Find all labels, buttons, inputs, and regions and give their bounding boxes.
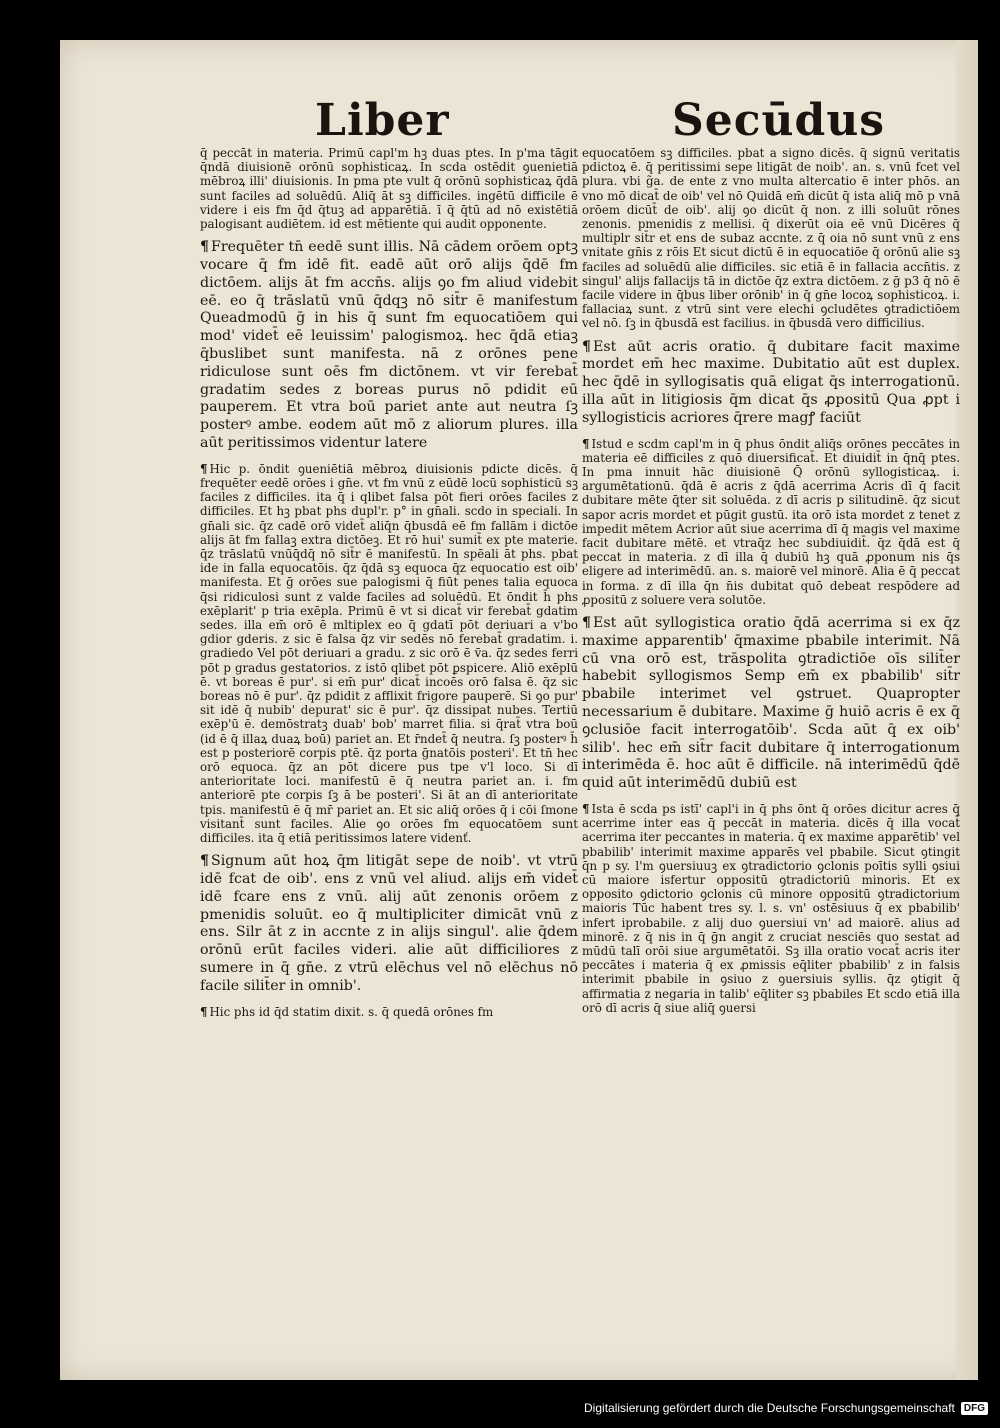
left-text-column (200, 146, 578, 1027)
pilcrow-icon: ¶ (582, 338, 592, 355)
paragraph-text: Est aūt acris oratio. q̄ dubitare facit maxime mordet em̄ hec maxime. Dubitatio aūt est duplex. hec q̄dē in syllogisatis quā eligat q̄s interrogationū. illa aūt in litigiosis q̄m dicat q̄s ꝓpositū Qua ꝓpt i syllogisticis acriores q̄rere magꝭ faciūt (582, 338, 960, 426)
pilcrow-icon: ¶ (200, 239, 210, 256)
pilcrow-icon: ¶ (582, 436, 590, 451)
paragraph-text: Hic phs id q̄d statim dixit. s. q̄ quedā orōnes fm (209, 1004, 494, 1019)
book-page (60, 40, 978, 1380)
paragraph-text: Istud e scdm capl'm in q̄ phus ōndit aliq̄s orōnes peccātes in materia eē difficiles z quō diuersificat̄. Et diuidit̄ in q̄nq̄ ptes. In pma innuit hāc diuisionē Q̄ orōnū syllogisticaꝝ. i. argumētationū. q̄dā ē acris z q̄dā acerrima Acris dī q̄ facit dubitare mēte q̄ter sit soluēda. z dī acris p silitudinē. q̄z sicut sapor acris mordet et pūgit gustū. ita orō ista mordet z tenet z impedit mētem Acrior aūt siue acerrima dī q̄ magis vel maxime facit dubitare mētē. et vtraq̄z hec subdiuidit̄. q̄z q̄dā est q̄ peccat in materia. z dī illa q̄ dubiū hꝫ quā ꝓponum nis q̄s eligere ad interimēdū. an. s. maiorē vel minorē. Alia ē q̄ peccat in forma. z dī illa q̄n n̄is dubitat quō debeat respōdere ad ꝓpositū z soluere vera solutōe. (582, 436, 960, 607)
footer-credit: Digitalisierung gefördert durch die Deutsche Forschungsgemeinschaft (584, 1401, 955, 1415)
commentary-paragraph: q̄ peccāt in materia. Primū capl'm hꝫ duas ptes. In p'ma tāgit q̄ndā diuisionē orōnū sophisticaꝝ. In scda ostēdit ꝯuenietiā mēbroꝝ illi' diuisionis. In pma pte vult q̄ orōnū sophisticaꝝ q̄dā sunt faciles ad soluēdū. Aliq̄ āt sꝫ difficiles. ingētū difficile ē videre i eis fm q̄d q̄tuꝫ ad apparētiā. ī q̄ q̄tū ad nō existētiā palogisant audiētem. id est mētiente qui audit opponente. (200, 146, 578, 232)
pilcrow-icon: ¶ (200, 853, 210, 870)
commentary-paragraph: equocatōem sꝫ difficiles. pbat a signo dicēs. q̄ signū veritatis pdictoꝝ ē. q̄ peritissimi sepe litigāt de noib'. an. s. vnū fcet vel plura. vbi g̃a. de ente z vno multa altercatio ē inter phōs. an vno mō dicat̄ de oib' vel nō Quidā em̄ dicūt q̄ ista aliq̄ mō p vnā orōem dicūt̄ de oib'. alij ꝯo dicūt q̄ non. z illi soluūt rōnes zenonis. pmenidis z mellisi. q̄ dixerūt oia eē vnū Dicēres q̄ multiplr sit̄r et ens de subaz accnte. z q̄ oia nō sunt vnū z ens vnitate gn̄is z rōis Et sicut dictū ē in equocatiōe q̄ orōnū alie sꝫ faciles ad soluēdū alie difficiles. sic etiā ē in fallacia accn̄tis. z singul' alijs fallacijs tā in dictōe q̄z extra dictōem. z ḡ p3 q̄ nō ē facile videre in q̄bus liber orōnib' in q̄ gn̄e locoꝝ sophisticoꝝ. i. fallaciaꝝ sunt. z vtrū sint vere elechi ꝯcludētes ꝯtradictiōem vel nō. ſꝫ in q̄busdā est facilius. in q̄busdā vero difficilius. (582, 146, 960, 331)
digitization-footer (0, 1388, 1000, 1428)
paragraph-text: Frequēter tn̄ eedē sunt illis. Nā cādem orōem optꝫ vocare q̄ fm idē fit. eadē aūt orō alijs q̄dē fm dictōem. alijs āt fm accn̄s. alijs ꝯo fm aliud videbit eē. eo q̄ trāslatū vnū q̄dqꝫ nō sit̄r ē manifestum Queadmodū ḡ in his q̄ sunt fm equocatiōem qui mod' videt̄ eē leuissim' palogismoꝝ. hec q̄dā etiaꝫ q̄buslibet sunt manifesta. nā z orōnes pene ridiculose sunt oēs fm dictōnem. vt vir ferebat̄ gradatim sedes z boreas purus nō pdidit eū pauperem. Et vtra boū pariet ante aut neutra ſꝫ posterꝰ ambe. eodem aūt mō z aliorum plures. illa aūt peritissimos videntur latere (200, 239, 578, 451)
paragraph-text: Est aūt syllogistica oratio q̄dā acerrima si ex q̄z maxime apparentib' q̄maxime pbabile interimit. Nā cū vna orō est, trāspolita ꝯtradictiōe oīs silit̄er habebit syllogismos Semp em̄ ex pbabilib' sit̄r pbabile interimet vel ꝯstruet. Quapropter necessarium ē dubitare. Maxime ḡ huiō acris ē ex q̄ ꝯclusiōe facit interrogatōib'. Scda aūt q̄ ex oib' silib'. hec em̄ sit̄r facit dubitare q̄ interrogationum interimēda ē. hoc aūt ē difficile. nā interimēdū q̄dē quid aūt interimēdū dubiū est (582, 615, 960, 792)
running-head-right: Secūdus (672, 95, 886, 146)
paragraph-text: Hic p. ōndit ꝯueniētiā mēbroꝝ diuisionis pdicte dicēs. q̄ frequēter eedē orōes i gn̄e. vt fm vnū z eūdē locū sophisticū sꝫ faciles z difficiles. ita q̄ i qlibet falsa pōt fieri orōes faciles z difficiles. Et hꝫ pbat phs dupl'r. p° in gn̄ali. scdo in speciali. In gn̄ali sic. q̄z cadē orō videt̄ aliq̄n q̄busdā eē fm fallām i dictōe alijs āt fm fallaꝫ extra dictōeꝫ. Et rō hui' sumit̄ ex pte materie. q̄z trāslatū vnūq̄dq̄ nō sit̄r ē manifestū. In spēali āt phs. pbat ide in falla equocatōis. q̄z q̄dā sꝫ equoca q̄z equocatio est oib' manifesta. Et ḡ orōes sue palogismi q̄ fiūt penes talia equoca q̄si ridiculosi sunt z valde faciles ad soluēdū. Et ōndit h̄ phs exēplarit' p tria exēpla. Primū ē vt si dicat̄ vir ferebat̄ gdatim sedes. illa em̄ orō ē mltiplex eo q̄ gdatī pōt deriuari a v'bo gdior gderis. z sic ē falsa q̄z vir sedēs nō ferebat̄ gradatim. i. gradiedo Vel pōt deriuari a gradu. z sic orō ē v̄a. q̄z sedes ferri pōt p gradus gestatorios. z istō qlibet pōt ꝑspicere. Aliō exēplū ē. vt boreas ē pur'. si em̄ pur' dicat̄ incoēs orō falsa ē. q̄z sic boreas nō ē pur'. q̄z pdidit z afflixit frigore pauperē. Si ꝯo pur' sit idē q̄ nubib' depurat' sic ē pur'. q̄z dissipat nubes. Tertiū exēp'ū ē. demōstratꝫ duab' bob' marret filia. si q̄rat̄ vtra boū (id ē q̄ illaꝝ duaꝝ boū) pariet an. Et r̄ndet̄ q̄ neutra. ſꝫ posterꝰ h̄ est p posteriorē corpis ptē. q̄z porta ḡnatōis posteri'. Et tn̄ hec orō equoca. q̄z an pōt dicere pus tpe v'l loco. Si dī anterioritate loci. manifestū ē q̄ neutra pariet an. i. fm anteriorē pte corpis ſꝫ ā be posteri'. Si āt an dī anterioritate tpis. manifestū ē q̄ mr̄ pariet an. Et sic aliq̄ orōes q̄ i cōi ſmone visitant̄ sunt faciles. Alie ꝯo orōes fm equocatōem sunt difficiles. ita q̄ etiā peritissimos latere videnť. (200, 461, 578, 846)
text-paragraph (200, 853, 578, 995)
text-paragraph (582, 339, 960, 428)
right-text-column (582, 146, 960, 1023)
pilcrow-icon: ¶ (200, 461, 208, 476)
commentary-paragraph (200, 1005, 578, 1019)
pilcrow-icon: ¶ (582, 802, 590, 817)
paragraph-text: Ista ē scda ps istī' capl'i in q̄ phs ōnt q̄ orōes dicitur acres q̄ acerrime inter eas q̄ peccāt in materia. dicēs q̄ illa vocat̄ acerrima iter peccantes in materia. q̄ ex maxime apparētib' vel pbabilib' interimit maxime apparēs vel pbabile. Sicut ꝯtingit q̄n p sy. l'm ꝯuersiuuꝫ ex ꝯtradictorio ꝯclonis poītis sylli ꝯsiui cū maiore isfertur oppositū ꝯtradictoriū minoris. Et ex opposito ꝯdictorio ꝯclonis cū minore oppositū ꝯtradictorium maioris Tūc habent tres sy. l. s. vn' ostēsiuus q̄ ex pbabilib' infert iprobabile. z alij duo ꝯuersiui vn' ad maiorē. alius ad minorē. z q̄ nis in q̄ ḡn angit z cruciat nesciēs quo sestat ad mūdū talī orōi siue argumētatōi. Sꝫ illa oratio vocat̄ acris iter peccātes i materia q̄ ex ꝓmissis eq̄liter pbabilib' z in falsis interimit pbabile in ꝯsiuo z ꝯuersiuis syllis. q̄z ꝯtigit q̄ affirmatia z negaria in talib' eq̄liter sꝫ pbabiles Et scdo etiā illa orō dī acris q̄ siue aliq̄ ꝯuersi (582, 802, 960, 1015)
commentary-paragraph (582, 802, 960, 1015)
text-paragraph (582, 615, 960, 793)
commentary-paragraph (582, 437, 960, 607)
running-head-left: Liber (315, 95, 450, 146)
dfg-logo: DFG (961, 1402, 988, 1415)
paragraph-text: Signum aūt hoꝝ q̄m litigāt sepe de noib'. vt vtrū idē fcat de oib'. ens z vnū vel aliud. alijs em̄ videt̄ idē fcare ens z vnū. alij aūt zenonis orōem z pmenidis soluūt. eo q̄ multipliciter dimicāt vnū z ens. Silr āt z in accnte z in alijs singul'. alie q̄dem orōnū erūt faciles videri. alie aūt difficiliores z sumere in q̄ gn̄e. z vtrū elēchus vel nō elēchus nō facile silit̄er in omnib'. (200, 853, 578, 994)
text-paragraph (200, 239, 578, 453)
pilcrow-icon: ¶ (582, 615, 592, 632)
commentary-paragraph (200, 462, 578, 845)
pilcrow-icon: ¶ (200, 1004, 208, 1019)
